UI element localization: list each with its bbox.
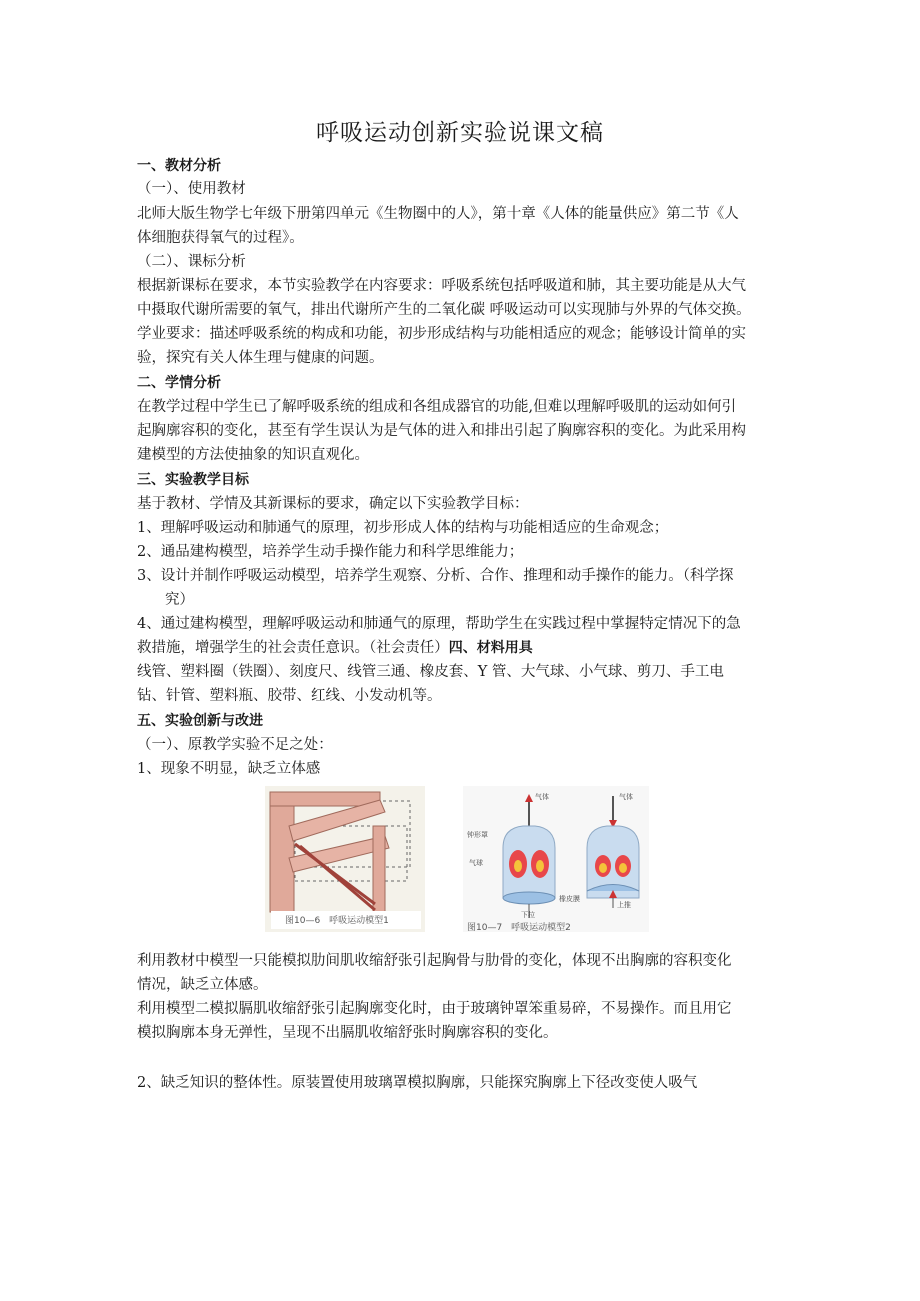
subsection-heading: （一）、原教学实验不足之处： bbox=[137, 737, 333, 753]
list-item-continuation bbox=[137, 637, 533, 659]
list-item: 2、通品建构模型，培养学生动手操作能力和科学思维能力； bbox=[137, 544, 524, 560]
figure-label: 上推 bbox=[617, 901, 631, 909]
subsection-heading: （二）、课标分析 bbox=[137, 254, 246, 270]
figure-label: 橡皮膜 bbox=[559, 895, 580, 903]
paragraph-line: 基于教材、学情及其新课标的要求，确定以下实验教学目标： bbox=[137, 496, 529, 512]
figure-rib-model bbox=[265, 786, 425, 932]
section-heading-inline: 四、材料用具 bbox=[448, 640, 533, 656]
figure-caption: 图10—7 呼吸运动模型2 bbox=[467, 923, 571, 933]
paragraph-line: 中摄取代谢所需要的氧气，排出代谢所产生的二氧化碳 呼吸运动可以实现肺与外界的气体交换。 bbox=[137, 302, 751, 318]
list-item: 1、理解呼吸运动和肺通气的原理，初步形成人体的结构与功能相适应的生命观念； bbox=[137, 520, 669, 536]
paragraph-line: 建模型的方法使抽象的知识直观化。 bbox=[137, 447, 369, 463]
figure-caption: 图10—6 呼吸运动模型1 bbox=[285, 916, 389, 926]
paragraph-line: 利用教材中模型一只能模拟肋间肌收缩舒张引起胸骨与肋骨的变化，体现不出胸廓的容积变化 bbox=[137, 953, 732, 969]
paragraph-line: 在教学过程中学生已了解呼吸系统的组成和各组成器官的功能,但难以理解呼吸肌的运动如何引 bbox=[137, 399, 737, 415]
figure-label: 下拉 bbox=[521, 911, 535, 919]
list-item: 4、通过建构模型，理解呼吸运动和肺通气的原理，帮助学生在实践过程中掌握特定情况下的急 bbox=[137, 616, 741, 632]
paragraph-line: 利用模型二模拟膈肌收缩舒张引起胸廓变化时，由于玻璃钟罩笨重易碎，不易操作。而且用它 bbox=[137, 1001, 732, 1017]
paragraph-line: 模拟胸廓本身无弹性，呈现不出膈肌收缩舒张时胸廓容积的变化。 bbox=[137, 1025, 558, 1041]
section-heading: 三、实验教学目标 bbox=[137, 472, 249, 488]
section-heading: 五、实验创新与改进 bbox=[137, 713, 263, 729]
paragraph-line: 北师大版生物学七年级下册第四单元《生物圈中的人》，第十章《人体的能量供应》第二节《人 bbox=[137, 206, 739, 222]
paragraph-line: 线管、塑料圈（铁圈）、刻度尺、线管三通、橡皮套、Y 管、大气球、小气球、剪刀、手工电 bbox=[137, 664, 724, 680]
paragraph-line: 根据新课标在要求，本节实验教学在内容要求：呼吸系统包括呼吸道和肺，其主要功能是从大气 bbox=[137, 278, 746, 294]
paragraph-line: 钻、针管、塑料瓶、胶带、红线、小发动机等。 bbox=[137, 688, 442, 704]
figure-label: 气体 bbox=[535, 793, 549, 801]
paragraph-line: 体细胞获得氧气的过程》。 bbox=[137, 230, 304, 246]
paragraph-line: 2、缺乏知识的整体性。原装置使用玻璃罩模拟胸廓，只能探究胸廓上下径改变使人吸气 bbox=[137, 1075, 698, 1091]
list-item: 3、设计并制作呼吸运动模型，培养学生观察、分析、合作、推理和动手操作的能力。（科学探 bbox=[137, 568, 734, 584]
section-heading: 一、教材分析 bbox=[137, 158, 221, 174]
paragraph-line: 起胸廓容积的变化，甚至有学生误认为是气体的进入和排出引起了胸廓容积的变化。为此采用构 bbox=[137, 423, 746, 439]
list-item-continuation: 究） bbox=[165, 592, 194, 608]
subsection-heading: （一）、使用教材 bbox=[137, 181, 246, 197]
figure-label: 气体 bbox=[619, 793, 633, 801]
document-title: 呼吸运动创新实验说课文稿 bbox=[316, 120, 604, 146]
bell-jar-illustration bbox=[463, 786, 649, 932]
section-heading: 二、学情分析 bbox=[137, 375, 221, 391]
paragraph-line: 验，探究有关人体生理与健康的问题。 bbox=[137, 350, 384, 366]
paragraph-line: 学业要求：描述呼吸系统的构成和功能，初步形成结构与功能相适应的观念；能够设计简单的实 bbox=[137, 326, 746, 342]
rib-model-illustration bbox=[265, 786, 425, 932]
figure-label: 钟形罩 bbox=[467, 831, 488, 839]
figure-label: 气球 bbox=[469, 859, 483, 867]
paragraph-line: 情况，缺乏立体感。 bbox=[137, 977, 268, 993]
list-item: 1、现象不明显，缺乏立体感 bbox=[137, 761, 321, 777]
list-item-text: 救措施，增强学生的社会责任意识。（社会责任） bbox=[137, 640, 449, 656]
figure-bell-jar-model bbox=[463, 786, 649, 932]
